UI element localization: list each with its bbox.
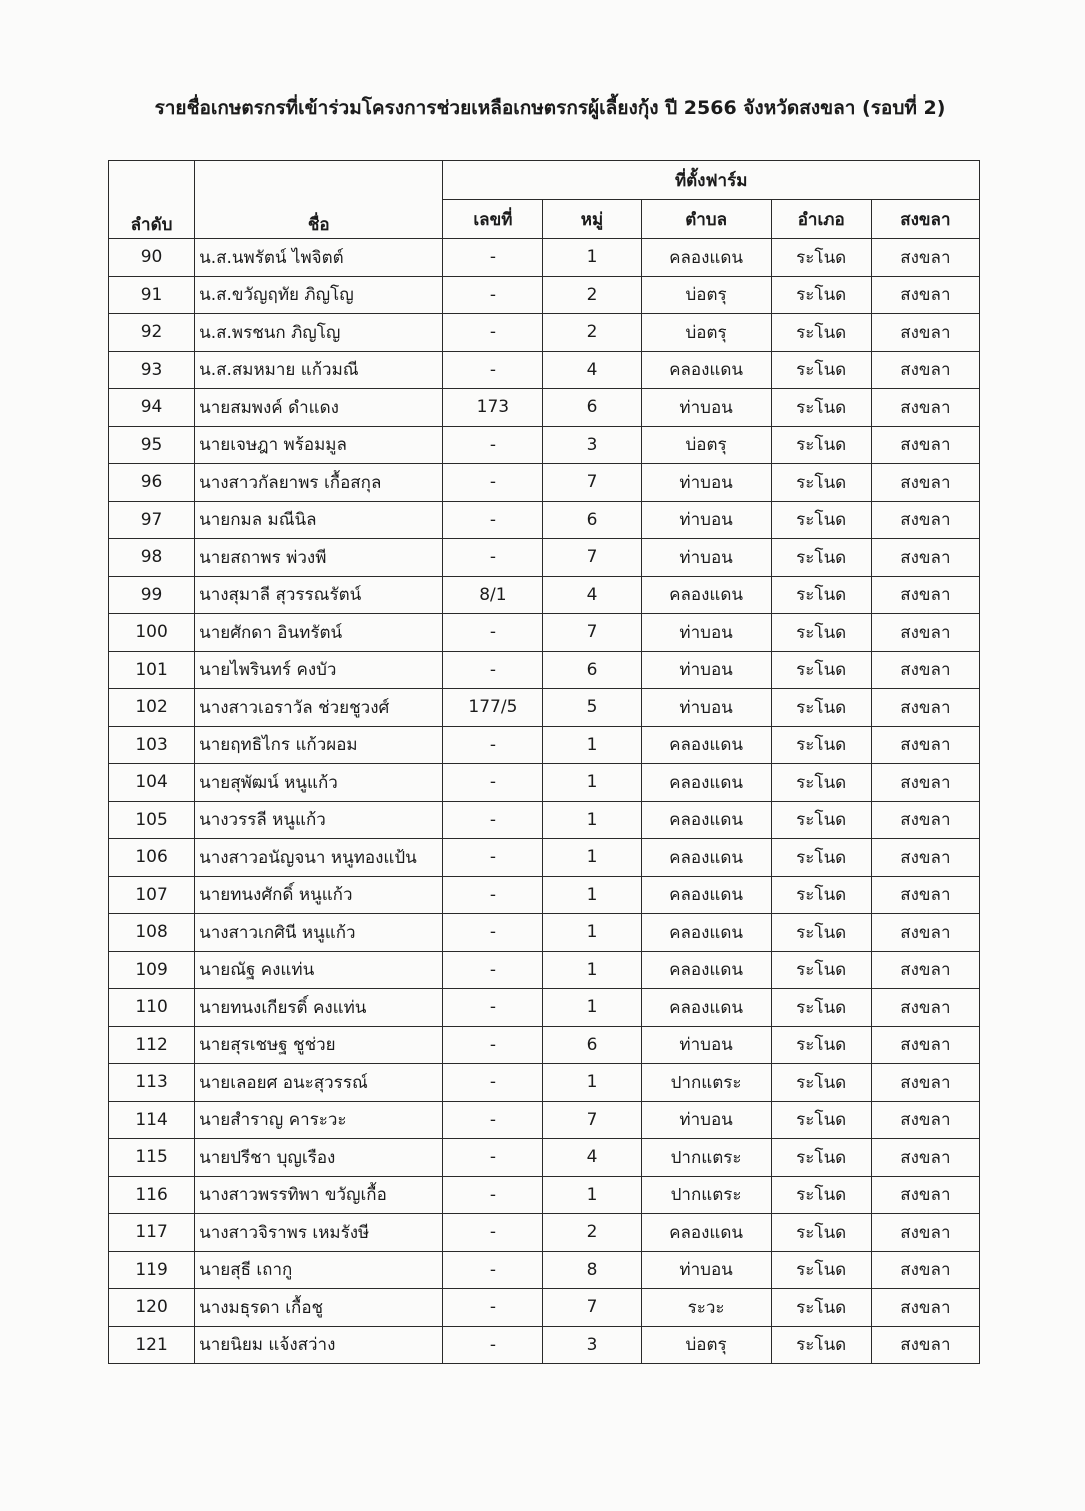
table-row bbox=[109, 689, 980, 727]
cell-name: น.ส.นพรัตน์ ไพจิตต์ bbox=[195, 239, 443, 277]
cell-name: นายสถาพร พ่วงพี bbox=[195, 539, 443, 577]
cell-name: นายปรีชา บุญเรือง bbox=[195, 1139, 443, 1177]
cell-no: 110 bbox=[109, 989, 195, 1027]
cell-province: สงขลา bbox=[871, 1176, 979, 1214]
cell-amphoe: ระโนด bbox=[771, 1139, 871, 1177]
cell-amphoe: ระโนด bbox=[771, 951, 871, 989]
cell-tambon: ท่าบอน bbox=[641, 689, 771, 727]
table-row bbox=[109, 389, 980, 427]
cell-amphoe: ระโนด bbox=[771, 1026, 871, 1064]
cell-moo: 2 bbox=[543, 1214, 641, 1252]
cell-amphoe: ระโนด bbox=[771, 1101, 871, 1139]
cell-no: 97 bbox=[109, 501, 195, 539]
cell-province: สงขลา bbox=[871, 651, 979, 689]
cell-tambon: ท่าบอน bbox=[641, 539, 771, 577]
cell-tambon: คลองแดน bbox=[641, 576, 771, 614]
cell-no: 98 bbox=[109, 539, 195, 577]
table-row bbox=[109, 1176, 980, 1214]
cell-name: นางสุมาลี สุวรรณรัตน์ bbox=[195, 576, 443, 614]
cell-moo: 2 bbox=[543, 314, 641, 352]
cell-amphoe: ระโนด bbox=[771, 351, 871, 389]
cell-province: สงขลา bbox=[871, 464, 979, 502]
cell-tambon: ท่าบอน bbox=[641, 1026, 771, 1064]
table-row bbox=[109, 426, 980, 464]
cell-province: สงขลา bbox=[871, 389, 979, 427]
cell-province: สงขลา bbox=[871, 539, 979, 577]
cell-amphoe: ระโนด bbox=[771, 1326, 871, 1364]
table-row bbox=[109, 276, 980, 314]
cell-moo: 3 bbox=[543, 1326, 641, 1364]
header-farm-location: ที่ตั้งฟาร์ม bbox=[443, 161, 980, 200]
cell-name: นางมธุรดา เกื้อชู bbox=[195, 1289, 443, 1327]
cell-moo: 4 bbox=[543, 351, 641, 389]
cell-house: - bbox=[443, 651, 543, 689]
cell-moo: 1 bbox=[543, 1176, 641, 1214]
cell-amphoe: ระโนด bbox=[771, 464, 871, 502]
header-house: เลขที่ bbox=[443, 200, 543, 239]
cell-house: - bbox=[443, 989, 543, 1027]
cell-no: 119 bbox=[109, 1251, 195, 1289]
cell-province: สงขลา bbox=[871, 764, 979, 802]
cell-name: นางสาวจิราพร เหมรังษี bbox=[195, 1214, 443, 1252]
cell-amphoe: ระโนด bbox=[771, 914, 871, 952]
cell-amphoe: ระโนด bbox=[771, 689, 871, 727]
table-row bbox=[109, 239, 980, 277]
cell-tambon: บ่อตรุ bbox=[641, 314, 771, 352]
cell-moo: 1 bbox=[543, 989, 641, 1027]
cell-amphoe: ระโนด bbox=[771, 501, 871, 539]
cell-name: นายสมพงค์ ดำแดง bbox=[195, 389, 443, 427]
cell-amphoe: ระโนด bbox=[771, 314, 871, 352]
cell-amphoe: ระโนด bbox=[771, 1289, 871, 1327]
cell-tambon: ท่าบอน bbox=[641, 1101, 771, 1139]
cell-moo: 1 bbox=[543, 764, 641, 802]
cell-house: - bbox=[443, 1101, 543, 1139]
table-row bbox=[109, 1139, 980, 1177]
cell-no: 108 bbox=[109, 914, 195, 952]
cell-amphoe: ระโนด bbox=[771, 539, 871, 577]
cell-name: นางวรรลี หนูแก้ว bbox=[195, 801, 443, 839]
cell-tambon: คลองแดน bbox=[641, 239, 771, 277]
cell-moo: 7 bbox=[543, 464, 641, 502]
cell-no: 99 bbox=[109, 576, 195, 614]
table-row bbox=[109, 314, 980, 352]
cell-amphoe: ระโนด bbox=[771, 1064, 871, 1102]
table-row bbox=[109, 651, 980, 689]
cell-name: นายกมล มณีนิล bbox=[195, 501, 443, 539]
cell-name: นายสุพัฒน์ หนูแก้ว bbox=[195, 764, 443, 802]
cell-name: นายเลอยศ อนะสุวรรณ์ bbox=[195, 1064, 443, 1102]
cell-house: - bbox=[443, 839, 543, 877]
document-title: รายชื่อเกษตรกรที่เข้าร่วมโครงการช่วยเหลือเกษตรกรผู้เลี้ยงกุ้ง ปี 2566 จังหวัดสงขลา (รอบที่ 2) bbox=[154, 97, 946, 119]
cell-province: สงขลา bbox=[871, 501, 979, 539]
cell-no: 114 bbox=[109, 1101, 195, 1139]
cell-moo: 8 bbox=[543, 1251, 641, 1289]
cell-no: 105 bbox=[109, 801, 195, 839]
table-row bbox=[109, 501, 980, 539]
cell-province: สงขลา bbox=[871, 351, 979, 389]
cell-amphoe: ระโนด bbox=[771, 276, 871, 314]
table-row bbox=[109, 1289, 980, 1327]
cell-no: 117 bbox=[109, 1214, 195, 1252]
cell-province: สงขลา bbox=[871, 689, 979, 727]
table-row bbox=[109, 1064, 980, 1102]
cell-house: - bbox=[443, 614, 543, 652]
cell-no: 106 bbox=[109, 839, 195, 877]
cell-name: นายเจษฎา พร้อมมูล bbox=[195, 426, 443, 464]
cell-house: - bbox=[443, 1326, 543, 1364]
cell-no: 101 bbox=[109, 651, 195, 689]
cell-house: - bbox=[443, 276, 543, 314]
cell-tambon: ปากแตระ bbox=[641, 1064, 771, 1102]
cell-name: น.ส.พรชนก ภิญโญ bbox=[195, 314, 443, 352]
cell-house: - bbox=[443, 1064, 543, 1102]
cell-amphoe: ระโนด bbox=[771, 614, 871, 652]
cell-no: 116 bbox=[109, 1176, 195, 1214]
table-row bbox=[109, 726, 980, 764]
table-row bbox=[109, 539, 980, 577]
cell-province: สงขลา bbox=[871, 726, 979, 764]
table-row bbox=[109, 1251, 980, 1289]
cell-province: สงขลา bbox=[871, 1326, 979, 1364]
cell-house: 8/1 bbox=[443, 576, 543, 614]
cell-name: นายสำราญ คาระวะ bbox=[195, 1101, 443, 1139]
cell-no: 115 bbox=[109, 1139, 195, 1177]
cell-tambon: ท่าบอน bbox=[641, 1251, 771, 1289]
cell-province: สงขลา bbox=[871, 1251, 979, 1289]
cell-no: 91 bbox=[109, 276, 195, 314]
cell-tambon: คลองแดน bbox=[641, 876, 771, 914]
cell-house: 173 bbox=[443, 389, 543, 427]
cell-no: 120 bbox=[109, 1289, 195, 1327]
cell-house: - bbox=[443, 501, 543, 539]
cell-province: สงขลา bbox=[871, 914, 979, 952]
table-row bbox=[109, 1101, 980, 1139]
cell-tambon: บ่อตรุ bbox=[641, 426, 771, 464]
cell-house: - bbox=[443, 539, 543, 577]
cell-moo: 1 bbox=[543, 239, 641, 277]
cell-province: สงขลา bbox=[871, 1139, 979, 1177]
cell-moo: 4 bbox=[543, 576, 641, 614]
table-row bbox=[109, 839, 980, 877]
cell-no: 121 bbox=[109, 1326, 195, 1364]
header-amphoe: อำเภอ bbox=[771, 200, 871, 239]
cell-house: - bbox=[443, 426, 543, 464]
cell-house: - bbox=[443, 1026, 543, 1064]
cell-tambon: ท่าบอน bbox=[641, 464, 771, 502]
cell-house: - bbox=[443, 314, 543, 352]
cell-name: นายสุธี เถากู bbox=[195, 1251, 443, 1289]
cell-name: นางสาวพรรทิพา ขวัญเกื้อ bbox=[195, 1176, 443, 1214]
cell-name: นางสาวเอราวัล ช่วยชูวงศ์ bbox=[195, 689, 443, 727]
cell-tambon: ปากแตระ bbox=[641, 1176, 771, 1214]
table-row bbox=[109, 951, 980, 989]
cell-name: นางสาวเกศินี หนูแก้ว bbox=[195, 914, 443, 952]
cell-tambon: คลองแดน bbox=[641, 764, 771, 802]
cell-tambon: ท่าบอน bbox=[641, 651, 771, 689]
cell-name: น.ส.สมหมาย แก้วมณี bbox=[195, 351, 443, 389]
cell-tambon: คลองแดน bbox=[641, 839, 771, 877]
cell-no: 103 bbox=[109, 726, 195, 764]
cell-tambon: คลองแดน bbox=[641, 726, 771, 764]
cell-moo: 5 bbox=[543, 689, 641, 727]
cell-house: - bbox=[443, 1214, 543, 1252]
cell-no: 96 bbox=[109, 464, 195, 502]
cell-amphoe: ระโนด bbox=[771, 1214, 871, 1252]
cell-amphoe: ระโนด bbox=[771, 651, 871, 689]
cell-moo: 1 bbox=[543, 1064, 641, 1102]
cell-tambon: ท่าบอน bbox=[641, 501, 771, 539]
cell-tambon: บ่อตรุ bbox=[641, 276, 771, 314]
cell-no: 112 bbox=[109, 1026, 195, 1064]
cell-moo: 1 bbox=[543, 801, 641, 839]
cell-amphoe: ระโนด bbox=[771, 801, 871, 839]
cell-amphoe: ระโนด bbox=[771, 876, 871, 914]
cell-house: - bbox=[443, 1289, 543, 1327]
cell-province: สงขลา bbox=[871, 839, 979, 877]
cell-moo: 6 bbox=[543, 389, 641, 427]
cell-tambon: ท่าบอน bbox=[641, 389, 771, 427]
cell-province: สงขลา bbox=[871, 1101, 979, 1139]
table-row bbox=[109, 1326, 980, 1364]
cell-moo: 1 bbox=[543, 876, 641, 914]
cell-no: 100 bbox=[109, 614, 195, 652]
table-row bbox=[109, 764, 980, 802]
cell-tambon: ท่าบอน bbox=[641, 614, 771, 652]
cell-tambon: ระวะ bbox=[641, 1289, 771, 1327]
header-moo: หมู่ bbox=[543, 200, 641, 239]
cell-no: 93 bbox=[109, 351, 195, 389]
cell-moo: 7 bbox=[543, 539, 641, 577]
cell-name: นายทนงเกียรติ์ คงแท่น bbox=[195, 989, 443, 1027]
cell-house: - bbox=[443, 239, 543, 277]
cell-moo: 1 bbox=[543, 726, 641, 764]
cell-province: สงขลา bbox=[871, 426, 979, 464]
cell-no: 102 bbox=[109, 689, 195, 727]
cell-house: - bbox=[443, 1251, 543, 1289]
cell-province: สงขลา bbox=[871, 801, 979, 839]
cell-province: สงขลา bbox=[871, 1026, 979, 1064]
header-row-top bbox=[109, 161, 980, 200]
cell-no: 109 bbox=[109, 951, 195, 989]
cell-amphoe: ระโนด bbox=[771, 1176, 871, 1214]
cell-tambon: คลองแดน bbox=[641, 914, 771, 952]
cell-moo: 1 bbox=[543, 914, 641, 952]
table-row bbox=[109, 614, 980, 652]
cell-moo: 6 bbox=[543, 651, 641, 689]
cell-house: - bbox=[443, 876, 543, 914]
cell-province: สงขลา bbox=[871, 239, 979, 277]
cell-house: 177/5 bbox=[443, 689, 543, 727]
table-row bbox=[109, 464, 980, 502]
cell-moo: 1 bbox=[543, 951, 641, 989]
cell-house: - bbox=[443, 351, 543, 389]
table-row bbox=[109, 989, 980, 1027]
cell-province: สงขลา bbox=[871, 614, 979, 652]
cell-name: น.ส.ขวัญฤทัย ภิญโญ bbox=[195, 276, 443, 314]
cell-moo: 7 bbox=[543, 614, 641, 652]
cell-house: - bbox=[443, 764, 543, 802]
cell-tambon: บ่อตรุ bbox=[641, 1326, 771, 1364]
cell-amphoe: ระโนด bbox=[771, 389, 871, 427]
table-row bbox=[109, 351, 980, 389]
cell-name: นางสาวอนัญจนา หนูทองแป้น bbox=[195, 839, 443, 877]
cell-name: นางสาวกัลยาพร เกื้อสกุล bbox=[195, 464, 443, 502]
cell-no: 113 bbox=[109, 1064, 195, 1102]
cell-no: 104 bbox=[109, 764, 195, 802]
cell-moo: 3 bbox=[543, 426, 641, 464]
cell-name: นายฤทธิไกร แก้วผอม bbox=[195, 726, 443, 764]
cell-house: - bbox=[443, 801, 543, 839]
cell-amphoe: ระโนด bbox=[771, 1251, 871, 1289]
table-row bbox=[109, 576, 980, 614]
cell-no: 94 bbox=[109, 389, 195, 427]
cell-no: 90 bbox=[109, 239, 195, 277]
cell-moo: 6 bbox=[543, 1026, 641, 1064]
cell-province: สงขลา bbox=[871, 1064, 979, 1102]
cell-house: - bbox=[443, 1139, 543, 1177]
farmer-table bbox=[108, 160, 980, 1364]
cell-moo: 7 bbox=[543, 1101, 641, 1139]
cell-amphoe: ระโนด bbox=[771, 726, 871, 764]
header-tambon: ตำบล bbox=[641, 200, 771, 239]
cell-province: สงขลา bbox=[871, 276, 979, 314]
cell-province: สงขลา bbox=[871, 1289, 979, 1327]
cell-province: สงขลา bbox=[871, 314, 979, 352]
cell-province: สงขลา bbox=[871, 951, 979, 989]
table-row bbox=[109, 801, 980, 839]
cell-moo: 1 bbox=[543, 839, 641, 877]
cell-tambon: คลองแดน bbox=[641, 1214, 771, 1252]
cell-province: สงขลา bbox=[871, 876, 979, 914]
cell-name: นายศักดา อินทรัตน์ bbox=[195, 614, 443, 652]
cell-no: 92 bbox=[109, 314, 195, 352]
header-no: ลำดับ bbox=[109, 161, 195, 239]
cell-province: สงขลา bbox=[871, 989, 979, 1027]
cell-no: 95 bbox=[109, 426, 195, 464]
header-province: สงขลา bbox=[871, 200, 979, 239]
table-row bbox=[109, 914, 980, 952]
cell-moo: 7 bbox=[543, 1289, 641, 1327]
header-name: ชื่อ bbox=[195, 161, 443, 239]
cell-house: - bbox=[443, 464, 543, 502]
cell-name: นายสุรเชษฐ ชูช่วย bbox=[195, 1026, 443, 1064]
cell-amphoe: ระโนด bbox=[771, 989, 871, 1027]
cell-name: นายไพรินทร์ คงบัว bbox=[195, 651, 443, 689]
cell-amphoe: ระโนด bbox=[771, 839, 871, 877]
cell-name: นายทนงศักดิ์ หนูแก้ว bbox=[195, 876, 443, 914]
cell-name: นายนิยม แจ้งสว่าง bbox=[195, 1326, 443, 1364]
cell-tambon: คลองแดน bbox=[641, 989, 771, 1027]
table-row bbox=[109, 1214, 980, 1252]
cell-tambon: ปากแตระ bbox=[641, 1139, 771, 1177]
cell-moo: 4 bbox=[543, 1139, 641, 1177]
cell-amphoe: ระโนด bbox=[771, 576, 871, 614]
cell-amphoe: ระโนด bbox=[771, 239, 871, 277]
cell-moo: 2 bbox=[543, 276, 641, 314]
cell-tambon: คลองแดน bbox=[641, 801, 771, 839]
cell-tambon: คลองแดน bbox=[641, 351, 771, 389]
cell-tambon: คลองแดน bbox=[641, 951, 771, 989]
cell-moo: 6 bbox=[543, 501, 641, 539]
table-row bbox=[109, 1026, 980, 1064]
cell-amphoe: ระโนด bbox=[771, 426, 871, 464]
table-row bbox=[109, 876, 980, 914]
cell-province: สงขลา bbox=[871, 1214, 979, 1252]
cell-house: - bbox=[443, 951, 543, 989]
cell-province: สงขลา bbox=[871, 576, 979, 614]
cell-house: - bbox=[443, 726, 543, 764]
cell-house: - bbox=[443, 1176, 543, 1214]
cell-no: 107 bbox=[109, 876, 195, 914]
cell-house: - bbox=[443, 914, 543, 952]
cell-amphoe: ระโนด bbox=[771, 764, 871, 802]
cell-name: นายณัฐ คงแท่น bbox=[195, 951, 443, 989]
